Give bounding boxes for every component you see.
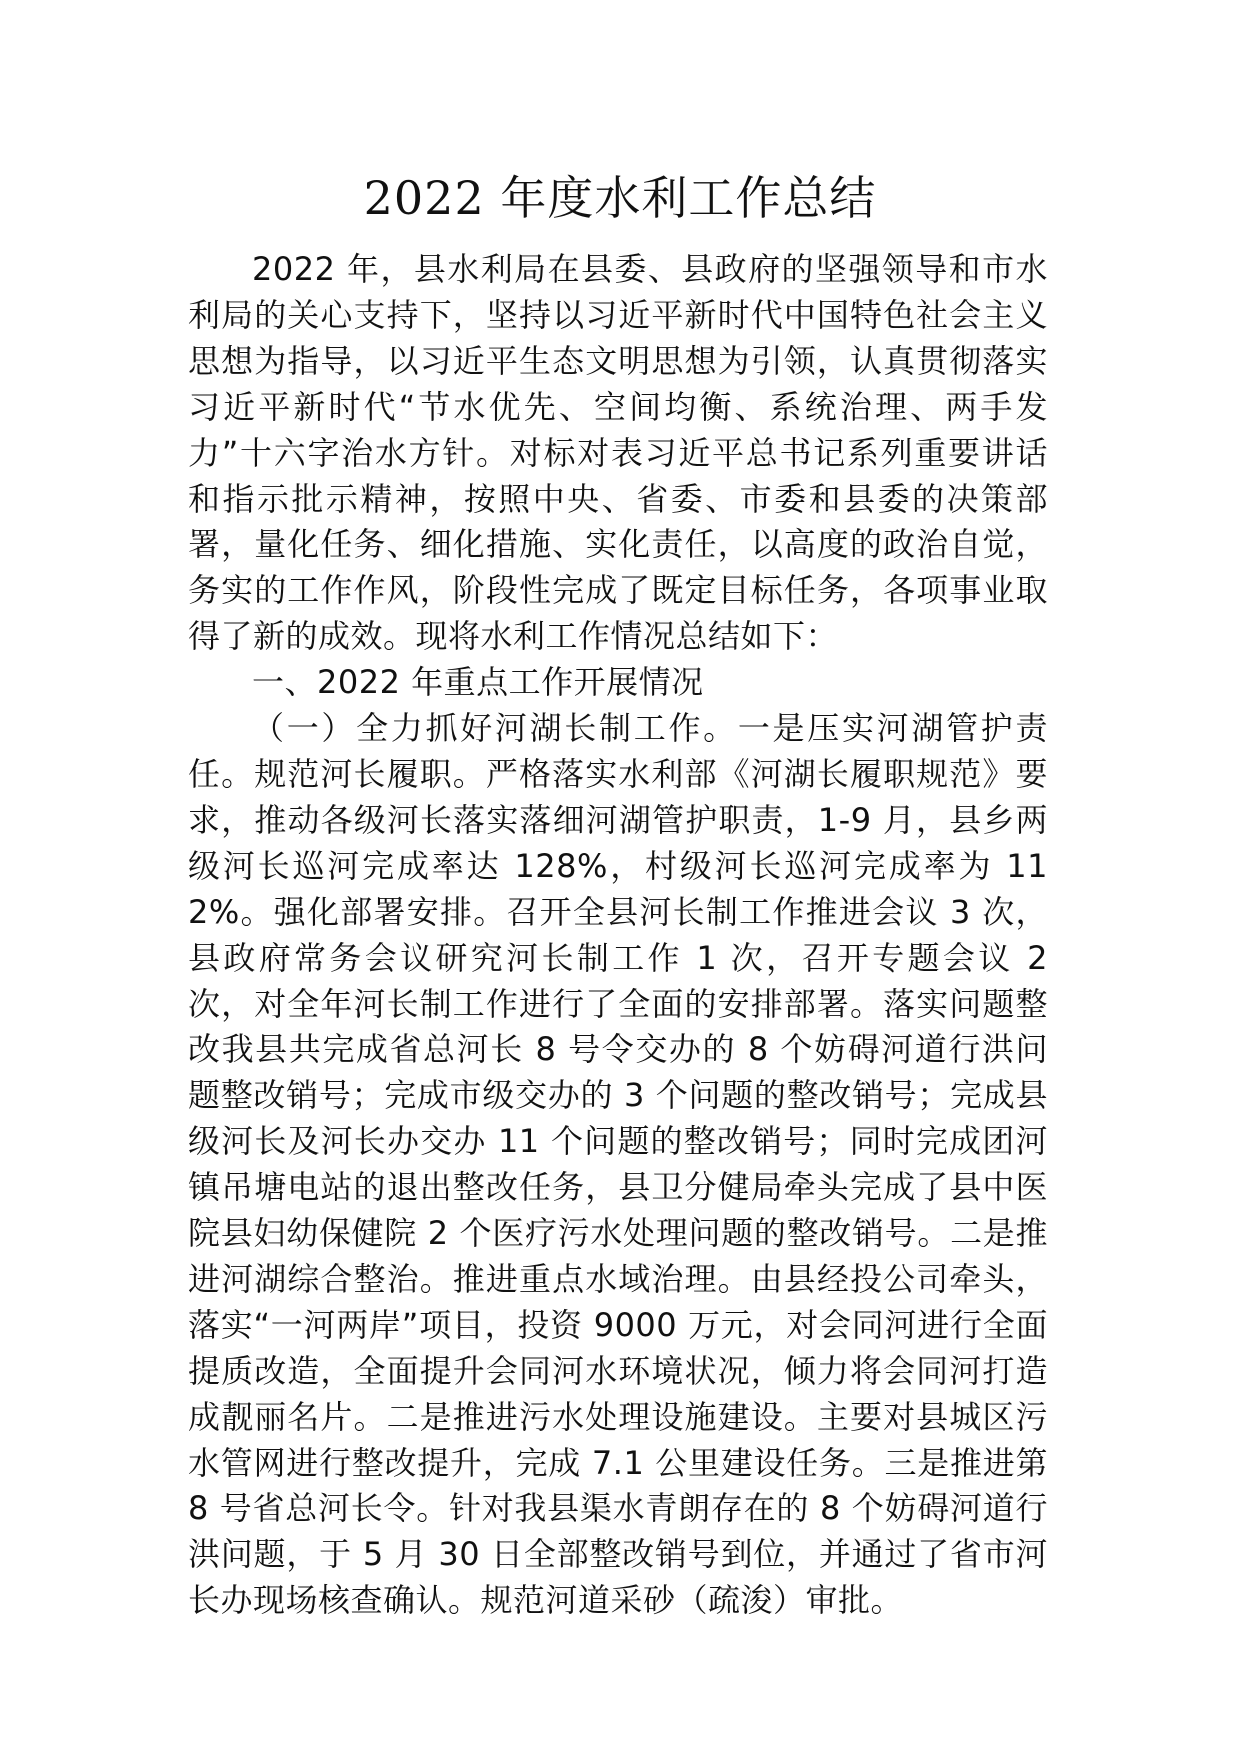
document-title: 2022 年度水利工作总结: [363, 171, 877, 225]
document-body: [188, 247, 1048, 1624]
section-heading: 一、2022 年重点工作开展情况: [252, 663, 704, 702]
intro-paragraph: 2022 年，县水利局在县委、县政府的坚强领导和市水利局的关心支持下，坚持以习近平新时代中国特色社会主义思想为指导，以习近平生态文明思想为引领，认真贯彻落实习近平新时代“节水优先、空间均衡、系统治理、两手发力”十六字治水方针。对标对表习近平总书记系列重要讲话和指示批示精神，按照中央、省委、市委和县委的决策部署，量化任务、细化措施、实化责任，以高度的政治自觉，务实的工作作风，阶段性完成了既定目标任务，各项事业取得了新的成效。现将水利工作情况总结如下：: [188, 250, 1048, 656]
river-lake-chief-paragraph: （一）全力抓好河湖长制工作。一是压实河湖管护责任。规范河长履职。严格落实水利部《河湖长履职规范》要求，推动各级河长落实落细河湖管护职责，1-9 月，县乡两级河长巡河完成率达 128%，村级河长巡河完成率为 112%。强化部署安排。召开全县河长制工作推进会议 3 次，县政府常务会议研究河长制工作 1 次，召开专题会议 2 次，对全年河长制工作进行了全面的安排部署。落实问题整改我县共完成省总河长 8 号令交办的 8 个妨碍河道行洪问题整改销号；完成市级交办的 3 个问题的整改销号；完成县级河长及河长办交办 11 个问题的整改销号；同时完成团河镇吊塘电站的退出整改任务，县卫分健局牵头完成了县中医院县妇幼保健院 2 个医疗污水处理问题的整改销号。二是推进河湖综合整治。推进重点水域治理。由县经投公司牵头，落实“一河两岸”项目，投资 9000 万元，对会同河进行全面提质改造，全面提升会同河水环境状况，倾力将会同河打造成靓丽名片。二是推进污水处理设施建设。主要对县城区污水管网进行整改提升，完成 7.1 公里建设任务。三是推进第 8 号省总河长令。针对我县渠水青朗存在的 8 个妨碍河道行洪问题，于 5 月 30 日全部整改销号到位，并通过了省市河长办现场核查确认。规范河道采砂（疏浚）审批。: [188, 709, 1048, 1620]
